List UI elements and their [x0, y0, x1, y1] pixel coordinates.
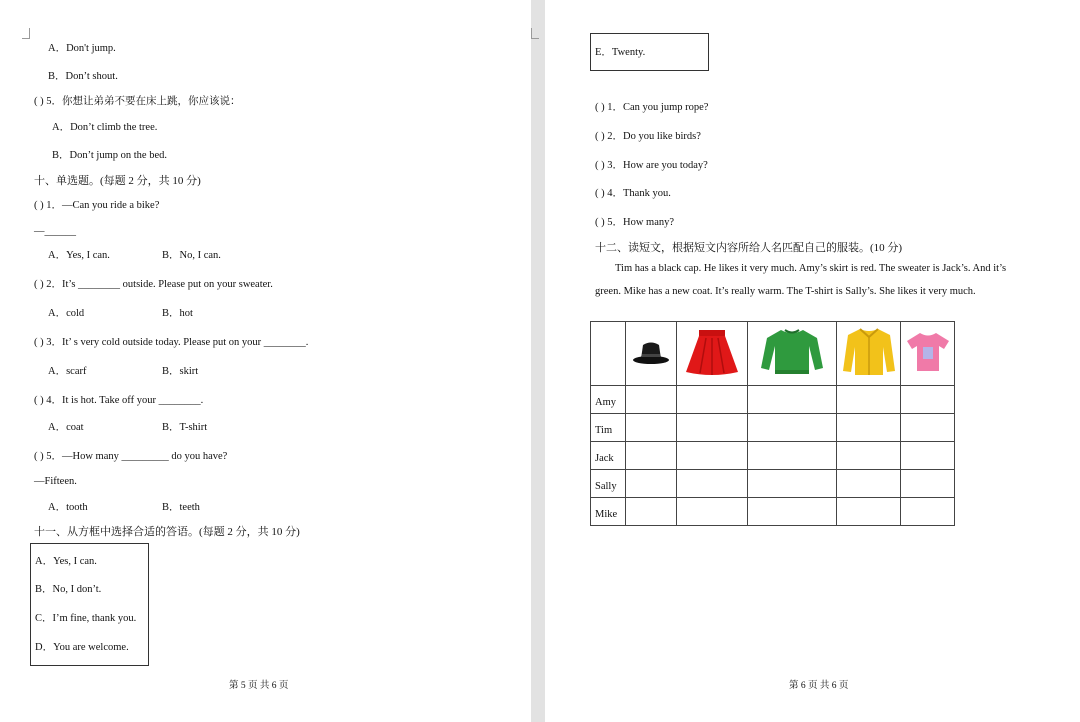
tshirt-icon: [905, 329, 951, 375]
page-footer-5: 第 5 页 共 6 页: [229, 681, 289, 691]
option-a-dont-jump: A．Don't jump.: [48, 43, 116, 54]
s10-q4-option-a: A．coat: [48, 422, 84, 433]
s10-q1-option-b: B．No, I can.: [162, 250, 221, 261]
question-5-text: ( ) 5．你想让弟弟不要在床上跳，你应该说：: [34, 96, 241, 107]
s10-q5-option-b: B．teeth: [162, 502, 200, 513]
s11-question-4: ( ) 4．Thank you.: [595, 188, 671, 199]
coat-icon: [841, 325, 897, 379]
answer-blank: —______: [34, 226, 76, 237]
answer-cell: [748, 498, 837, 526]
box-option-d: D．You are welcome.: [35, 642, 129, 653]
row-name-amy: Amy: [591, 386, 626, 414]
answer-cell: [626, 414, 677, 442]
answer-cell: [677, 386, 748, 414]
answer-cell: [837, 386, 901, 414]
skirt-cell: [677, 322, 748, 386]
table-row: [591, 470, 955, 498]
cap-cell: [626, 322, 677, 386]
table-row: [591, 414, 955, 442]
table-corner-cell: [591, 322, 626, 386]
answer-cell: [626, 386, 677, 414]
s10-q2-option-a: A．cold: [48, 308, 85, 319]
answer-cell: [901, 498, 955, 526]
row-name-jack: Jack: [591, 442, 626, 470]
s10-q3-option-a: A．scarf: [48, 366, 87, 377]
crop-mark: [22, 28, 30, 39]
box-option-b: B．No, I don’t.: [35, 584, 102, 595]
table-header-row: [591, 322, 955, 386]
answer-cell: [901, 414, 955, 442]
page-gutter: [531, 0, 545, 722]
answer-cell: [626, 442, 677, 470]
s10-question-5: ( ) 5．—How many _________ do you have?: [34, 451, 228, 462]
s10-q5-option-a: A．tooth: [48, 502, 88, 513]
s10-q3-option-b: B．skirt: [162, 366, 199, 377]
s11-question-5: ( ) 5．How many?: [595, 217, 675, 228]
sweater-icon: [759, 326, 825, 378]
option-b-dont-shout: B．Don’t shout.: [48, 71, 118, 82]
option-b-jump-bed: B．Don’t jump on the bed.: [52, 150, 168, 161]
answer-cell: [837, 498, 901, 526]
answer-cell: [677, 498, 748, 526]
box-option-c: C．I’m fine, thank you.: [35, 613, 137, 624]
s10-question-1: ( ) 1．—Can you ride a bike?: [34, 200, 160, 211]
row-name-sally: Sally: [591, 470, 626, 498]
answer-cell: [748, 442, 837, 470]
answer-cell: [626, 498, 677, 526]
answer-cell: [677, 442, 748, 470]
tshirt-cell: [901, 322, 955, 386]
answer-fifteen: —Fifteen.: [34, 476, 77, 487]
s11-question-2: ( ) 2．Do you like birds?: [595, 131, 701, 142]
s10-question-2: ( ) 2．It’s ________ outside. Please put on your sweater.: [34, 279, 273, 290]
answer-cell: [626, 470, 677, 498]
sweater-cell: [748, 322, 837, 386]
page-footer-6: 第 6 页 共 6 页: [789, 681, 849, 691]
row-name-tim: Tim: [591, 414, 626, 442]
answer-cell: [677, 414, 748, 442]
skirt-icon: [682, 326, 742, 378]
table-row: [591, 498, 955, 526]
s10-q4-option-b: B．T-shirt: [162, 422, 208, 433]
section-12-heading: 十二、读短文，根据短文内容所给人名匹配自己的服装。(10 分): [595, 242, 903, 254]
coat-cell: [837, 322, 901, 386]
table-row: [591, 442, 955, 470]
answer-cell: [677, 470, 748, 498]
passage-line-1: Tim has a black cap. He likes it very much. Amy’s skirt is red. The sweater is Jack’s. And it’s: [615, 263, 1007, 274]
page-6: [545, 0, 1080, 722]
answer-cell: [748, 470, 837, 498]
s10-question-4: ( ) 4．It is hot. Take off your ________.: [34, 395, 204, 406]
answer-cell: [901, 442, 955, 470]
s10-question-3: ( ) 3．It’ s very cold outside today. Please put on your ________.: [34, 337, 309, 348]
s11-question-3: ( ) 3．How are you today?: [595, 160, 708, 171]
matching-table: [590, 321, 955, 526]
row-name-mike: Mike: [591, 498, 626, 526]
s10-q1-option-a: A．Yes, I can.: [48, 250, 110, 261]
s10-q2-option-b: B．hot: [162, 308, 193, 319]
answer-cell: [837, 470, 901, 498]
section-11-heading: 十一、从方框中选择合适的答语。(每题 2 分，共 10 分): [34, 526, 300, 538]
s11-question-1: ( ) 1．Can you jump rope?: [595, 102, 709, 113]
table-row: [591, 386, 955, 414]
passage-line-2: green. Mike has a new coat. It’s really warm. The T-shirt is Sally’s. She likes it very much.: [595, 286, 976, 297]
crop-mark: [531, 28, 539, 39]
box-option-e: E．Twenty.: [595, 47, 646, 58]
answer-cell: [837, 442, 901, 470]
page-5: [0, 0, 531, 722]
cap-icon: [631, 337, 671, 367]
section-10-heading: 十、单选题。(每题 2 分，共 10 分): [34, 175, 201, 187]
answer-cell: [748, 414, 837, 442]
option-a-climb: A．Don’t climb the tree.: [52, 122, 158, 133]
answer-cell: [837, 414, 901, 442]
answer-cell: [901, 386, 955, 414]
box-option-a: A．Yes, I can.: [35, 556, 97, 567]
answer-cell: [901, 470, 955, 498]
answer-cell: [748, 386, 837, 414]
